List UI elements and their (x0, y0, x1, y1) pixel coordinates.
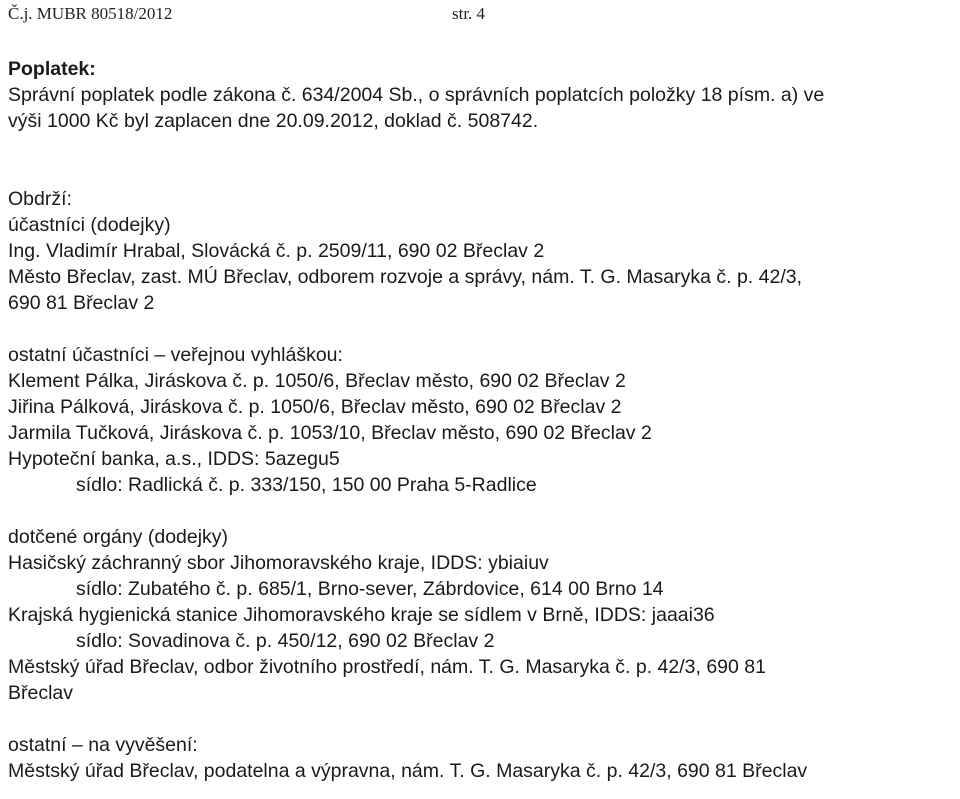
page-header (8, 4, 486, 24)
participant-line: 690 81 Břeclav 2 (8, 292, 155, 314)
participants-label: účastníci (dodejky) (8, 214, 171, 236)
other-participant-line: Jiřina Pálková, Jiráskova č. p. 1050/6, Břeclav město, 690 02 Břeclav 2 (8, 396, 622, 418)
recipients-heading: Obdrží: (8, 188, 72, 210)
spacer (8, 316, 958, 342)
authority-line: Městský úřad Břeclav, odbor životního prostředí, nám. T. G. Masaryka č. p. 42/3, 690 81 (8, 656, 766, 678)
other-participant-line: Klement Pálka, Jiráskova č. p. 1050/6, Břeclav město, 690 02 Břeclav 2 (8, 370, 626, 392)
spacer (8, 498, 958, 524)
fee-text-line-2: výši 1000 Kč byl zaplacen dne 20.09.2012, doklad č. 508742. (8, 110, 539, 132)
authority-seat: sídlo: Zubatého č. p. 685/1, Brno-sever, Zábrdovice, 614 00 Brno 14 (76, 578, 664, 600)
others-line: Městský úřad Břeclav, podatelna a výpravna, nám. T. G. Masaryka č. p. 42/3, 690 81 Břeclav (8, 760, 808, 782)
other-participant-line: Jarmila Tučková, Jiráskova č. p. 1053/10, Břeclav město, 690 02 Břeclav 2 (8, 422, 652, 444)
authority-seat: sídlo: Sovadinova č. p. 450/12, 690 02 Břeclav 2 (76, 630, 495, 652)
reference-number: Č.j. MUBR 80518/2012 (8, 4, 173, 23)
other-participant-line: Hypoteční banka, a.s., IDDS: 5azegu5 (8, 448, 340, 470)
spacer (8, 134, 958, 186)
fee-text-line-1: Správní poplatek podle zákona č. 634/2004 Sb., o správních poplatcích položky 18 písm. a) ve (8, 84, 825, 106)
participant-line: Ing. Vladimír Hrabal, Slovácká č. p. 2509/11, 690 02 Břeclav 2 (8, 240, 545, 262)
authority-line: Krajská hygienická stanice Jihomoravského kraje se sídlem v Brně, IDDS: jaaai36 (8, 604, 715, 626)
spacer (8, 706, 958, 732)
bank-seat: sídlo: Radlická č. p. 333/150, 150 00 Praha 5-Radlice (76, 474, 537, 496)
others-label: ostatní – na vyvěšení: (8, 734, 198, 756)
authority-line: Hasičský záchranný sbor Jihomoravského kraje, IDDS: ybiaiuv (8, 552, 549, 574)
participant-line: Město Břeclav, zast. MÚ Břeclav, odborem rozvoje a správy, nám. T. G. Masaryka č. p. 42/3, (8, 266, 803, 288)
page-number: str. 4 (452, 4, 486, 23)
document-body (8, 56, 958, 784)
authority-line: Břeclav (8, 682, 74, 704)
fee-heading: Poplatek: (8, 58, 96, 80)
other-participants-label: ostatní účastníci – veřejnou vyhláškou: (8, 344, 343, 366)
authorities-label: dotčené orgány (dodejky) (8, 526, 229, 548)
